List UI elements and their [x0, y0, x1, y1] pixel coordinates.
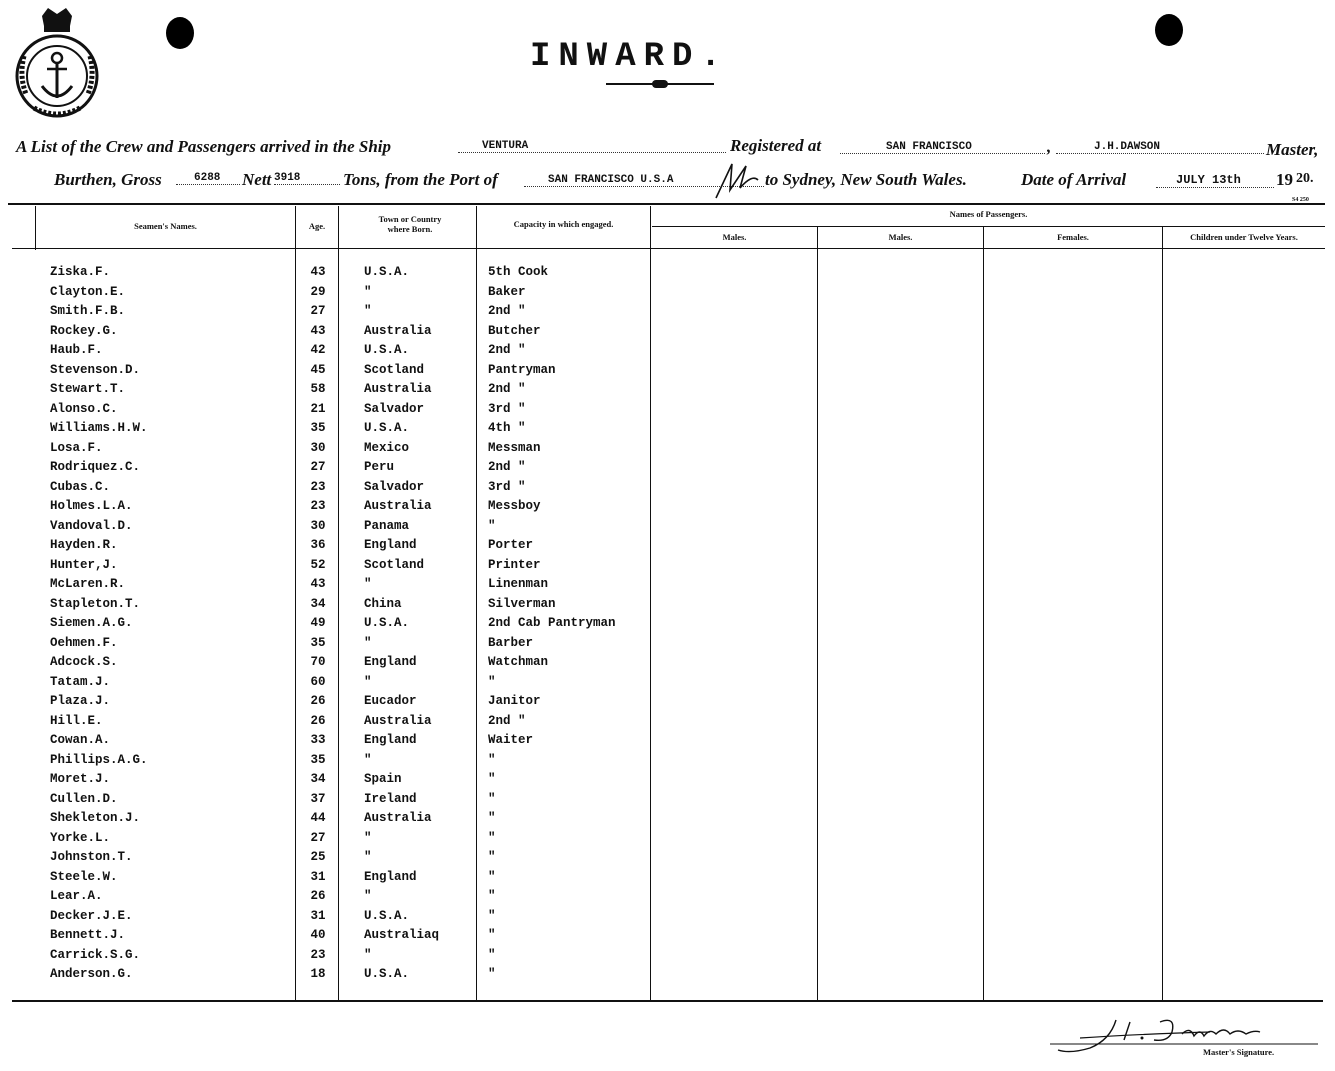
- seaman-age: 45: [310, 362, 326, 377]
- seaman-name: Adcock.S.: [50, 655, 118, 669]
- year-suffix: 20.: [1296, 171, 1314, 186]
- seaman-birthplace: U.S.A.: [364, 616, 410, 630]
- arrival-label: Date of Arrival: [1021, 170, 1127, 189]
- seaman-birthplace: England: [364, 733, 417, 747]
- seaman-age: 25: [310, 850, 326, 864]
- table-row: [0, 480, 1335, 499]
- seaman-name: Yorke.L.: [50, 830, 111, 845]
- seaman-name: Oehmen.F.: [50, 635, 118, 650]
- seaman-age: 30: [310, 440, 326, 455]
- seaman-name: Hill.E.: [50, 713, 103, 728]
- table-row: [0, 675, 1335, 694]
- form-code: S4 250: [1292, 197, 1309, 203]
- table-row: [0, 343, 1335, 362]
- seaman-age: 27: [310, 460, 326, 474]
- seaman-name: Ziska.F.: [50, 265, 111, 279]
- seaman-capacity: Janitor: [488, 694, 541, 708]
- seaman-capacity: Porter: [488, 538, 534, 552]
- seaman-birthplace: ": [364, 752, 372, 767]
- seaman-birthplace: U.S.A.: [364, 908, 410, 923]
- seaman-birthplace: U.S.A.: [364, 421, 410, 435]
- table-row: [0, 831, 1335, 850]
- seaman-name: Rodriquez.C.: [50, 460, 141, 474]
- seaman-age: 34: [310, 772, 326, 786]
- table-row: [0, 811, 1335, 830]
- seaman-age: 70: [310, 655, 326, 669]
- seaman-name: McLaren.R.: [50, 577, 126, 591]
- seaman-capacity: ": [488, 791, 496, 806]
- seaman-capacity: Printer: [488, 557, 541, 572]
- seaman-age: 34: [310, 596, 326, 611]
- seaman-age: 40: [310, 928, 326, 942]
- seaman-birthplace: Panama: [364, 518, 410, 533]
- table-row: [0, 402, 1335, 421]
- seaman-birthplace: U.S.A.: [364, 265, 410, 279]
- table-bottom-rule: [12, 1000, 1323, 1002]
- seaman-age: 23: [310, 479, 326, 494]
- seaman-age: 36: [310, 538, 326, 552]
- gross-field: 6288: [176, 172, 240, 185]
- seaman-age: 52: [310, 557, 326, 572]
- table-row: [0, 928, 1335, 947]
- seaman-name: Alonso.C.: [50, 401, 118, 416]
- seaman-name: Haub.F.: [50, 343, 103, 357]
- seaman-capacity: Pantryman: [488, 362, 556, 377]
- table-row: [0, 577, 1335, 596]
- seaman-name: Siemen.A.G.: [50, 616, 133, 630]
- seaman-name: Smith.F.B.: [50, 304, 126, 318]
- seaman-birthplace: Eucador: [364, 694, 417, 708]
- table-row: [0, 889, 1335, 908]
- seaman-capacity: ": [488, 811, 496, 825]
- table-row: [0, 597, 1335, 616]
- seaman-name: Bennett.J.: [50, 928, 126, 942]
- seaman-capacity: ": [488, 830, 496, 845]
- seaman-capacity: ": [488, 928, 496, 942]
- seaman-birthplace: ": [364, 674, 372, 689]
- seaman-age: 44: [310, 811, 326, 825]
- seaman-capacity: ": [488, 518, 496, 533]
- registered-at-field: SAN FRANCISCO: [840, 141, 1045, 154]
- handwritten-initials-icon: [712, 160, 764, 202]
- seaman-age: 27: [310, 830, 326, 845]
- seaman-birthplace: Salvador: [364, 401, 425, 416]
- table-row: [0, 421, 1335, 440]
- seaman-birthplace: Peru: [364, 460, 395, 474]
- punch-hole-right: [1155, 14, 1183, 46]
- table-row: [0, 382, 1335, 401]
- table-row: [0, 460, 1335, 479]
- seaman-age: 30: [310, 518, 326, 533]
- seaman-birthplace: ": [364, 304, 372, 318]
- table-row: [0, 441, 1335, 460]
- seaman-birthplace: Spain: [364, 772, 402, 786]
- master-signature-icon: [1050, 1010, 1320, 1060]
- shipping-master-stamp-icon: [14, 6, 100, 118]
- seaman-capacity: ": [488, 908, 496, 923]
- seaman-capacity: 3rd ": [488, 401, 526, 416]
- seaman-age: 21: [310, 401, 326, 416]
- seaman-capacity: ": [488, 850, 496, 864]
- seaman-name: Johnston.T.: [50, 850, 133, 864]
- list-heading: A List of the Crew and Passengers arrived in the Ship: [16, 137, 391, 156]
- seaman-age: 42: [310, 343, 326, 357]
- seaman-name: Decker.J.E.: [50, 908, 133, 923]
- table-row: [0, 363, 1335, 382]
- seaman-birthplace: U.S.A.: [364, 343, 410, 357]
- table-row: [0, 714, 1335, 733]
- seaman-age: 33: [310, 733, 326, 747]
- table-row: [0, 909, 1335, 928]
- seaman-age: 31: [310, 869, 326, 884]
- seaman-capacity: 2nd ": [488, 382, 526, 396]
- seaman-birthplace: ": [364, 850, 372, 864]
- seaman-birthplace: Salvador: [364, 479, 425, 494]
- table-row: [0, 870, 1335, 889]
- seaman-name: Cubas.C.: [50, 479, 111, 494]
- seaman-capacity: 2nd Cab Pantryman: [488, 616, 616, 630]
- seaman-name: Hayden.R.: [50, 538, 118, 552]
- col-header-males-2: Males.: [888, 232, 913, 242]
- seaman-name: Williams.H.W.: [50, 421, 148, 435]
- seaman-capacity: Messboy: [488, 499, 541, 513]
- seaman-age: 43: [310, 323, 326, 338]
- col-header-females: Females.: [1057, 232, 1089, 242]
- seaman-capacity: ": [488, 752, 496, 767]
- table-row: [0, 792, 1335, 811]
- seaman-age: 26: [310, 713, 326, 728]
- col-header-seamen: Seamen's Names.: [134, 221, 197, 231]
- seaman-capacity: ": [488, 869, 496, 884]
- table-row: [0, 772, 1335, 791]
- seaman-birthplace: Scotland: [364, 557, 425, 572]
- seaman-name: Cowan.A.: [50, 733, 111, 747]
- seaman-age: 35: [310, 752, 326, 767]
- destination-label: to Sydney, New South Wales.: [765, 170, 967, 189]
- table-row: [0, 519, 1335, 538]
- seaman-name: Steele.W.: [50, 869, 118, 884]
- burthen-label: Burthen, Gross: [54, 170, 162, 189]
- table-row: [0, 499, 1335, 518]
- seaman-name: Tatam.J.: [50, 674, 111, 689]
- seaman-capacity: ": [488, 889, 496, 903]
- seaman-birthplace: Australia: [364, 811, 432, 825]
- table-row: [0, 655, 1335, 674]
- seaman-capacity: Barber: [488, 635, 534, 650]
- registered-label: Registered at: [730, 136, 822, 155]
- seaman-name: Hunter,J.: [50, 557, 118, 572]
- seaman-capacity: Watchman: [488, 655, 549, 669]
- table-header-rule: [12, 248, 1325, 249]
- table-row: [0, 285, 1335, 304]
- seaman-birthplace: Australia: [364, 382, 432, 396]
- seaman-capacity: Messman: [488, 440, 541, 455]
- tons-label: Tons, from the Port of: [343, 170, 498, 189]
- seaman-capacity: 5th Cook: [488, 265, 549, 279]
- seaman-capacity: 2nd ": [488, 304, 526, 318]
- arrival-date-field: JULY 13th: [1156, 173, 1274, 188]
- seaman-name: Moret.J.: [50, 772, 111, 786]
- table-row: [0, 616, 1335, 635]
- seaman-birthplace: Mexico: [364, 440, 410, 455]
- seaman-name: Stewart.T.: [50, 382, 126, 396]
- seaman-age: 58: [310, 382, 326, 396]
- seaman-birthplace: England: [364, 869, 417, 884]
- seaman-birthplace: ": [364, 889, 372, 903]
- table-row: [0, 967, 1335, 986]
- seaman-birthplace: England: [364, 538, 417, 552]
- seaman-age: 26: [310, 694, 326, 708]
- seaman-age: 31: [310, 908, 326, 923]
- seaman-name: Losa.F.: [50, 440, 103, 455]
- seaman-age: 60: [310, 674, 326, 689]
- seaman-capacity: Baker: [488, 284, 526, 299]
- seaman-age: 35: [310, 421, 326, 435]
- table-row: [0, 324, 1335, 343]
- seaman-name: Lear.A.: [50, 889, 103, 903]
- seaman-name: Shekleton.J.: [50, 811, 141, 825]
- seaman-capacity: ": [488, 674, 496, 689]
- table-row: [0, 850, 1335, 869]
- seaman-birthplace: China: [364, 596, 402, 611]
- seaman-age: 35: [310, 635, 326, 650]
- seaman-age: 37: [310, 791, 326, 806]
- col-header-males-1: Males.: [722, 232, 747, 242]
- seaman-birthplace: Australia: [364, 713, 432, 728]
- seaman-age: 23: [310, 499, 326, 513]
- seaman-age: 23: [310, 947, 326, 962]
- seaman-birthplace: U.S.A.: [364, 967, 410, 981]
- port-field: SAN FRANCISCO U.S.A: [524, 174, 764, 187]
- comma: ,: [1047, 137, 1052, 156]
- col-header-town: Town or Country where Born.: [378, 214, 442, 234]
- title-ornament-center: [652, 80, 668, 88]
- signature-caption: Master's Signature.: [1203, 1047, 1275, 1057]
- seaman-age: 43: [310, 265, 326, 279]
- punch-hole-left: [166, 17, 194, 49]
- seaman-name: Rockey.G.: [50, 323, 118, 338]
- seaman-age: 29: [310, 284, 326, 299]
- seaman-age: 26: [310, 889, 326, 903]
- seaman-birthplace: ": [364, 947, 372, 962]
- seaman-name: Anderson.G.: [50, 967, 133, 981]
- seaman-capacity: 2nd ": [488, 343, 526, 357]
- seaman-birthplace: Australia: [364, 499, 432, 513]
- seaman-capacity: ": [488, 947, 496, 962]
- seaman-birthplace: ": [364, 577, 372, 591]
- seaman-name: Cullen.D.: [50, 791, 118, 806]
- table-row: [0, 694, 1335, 713]
- nett-label: Nett: [242, 170, 272, 189]
- table-row: [0, 948, 1335, 967]
- seaman-capacity: Silverman: [488, 596, 556, 611]
- table-top-rule: [8, 203, 1325, 205]
- seaman-age: 49: [310, 616, 326, 630]
- seaman-name: Holmes.L.A.: [50, 499, 133, 513]
- table-row: [0, 265, 1335, 284]
- seaman-age: 27: [310, 304, 326, 318]
- seaman-birthplace: ": [364, 830, 372, 845]
- seaman-capacity: 4th ": [488, 421, 526, 435]
- table-row: [0, 753, 1335, 772]
- table-row: [0, 733, 1335, 752]
- seaman-capacity: ": [488, 967, 496, 981]
- seaman-birthplace: ": [364, 284, 372, 299]
- table-row: [0, 304, 1335, 323]
- seaman-name: Clayton.E.: [50, 284, 126, 299]
- table-row: [0, 538, 1335, 557]
- seaman-capacity: 2nd ": [488, 460, 526, 474]
- table-row: [0, 636, 1335, 655]
- ship-name-field: VENTURA: [458, 140, 726, 153]
- seaman-capacity: Butcher: [488, 323, 541, 338]
- seaman-capacity: ": [488, 772, 496, 786]
- seaman-birthplace: Australiaq: [364, 928, 440, 942]
- seaman-capacity: 3rd ": [488, 479, 526, 494]
- seaman-name: Carrick.S.G.: [50, 947, 141, 962]
- col-header-capacity: Capacity in which engaged.: [513, 219, 614, 229]
- seaman-name: Plaza.J.: [50, 694, 111, 708]
- passengers-sub-rule: [652, 226, 1325, 227]
- seaman-capacity: Waiter: [488, 733, 534, 747]
- seaman-birthplace: ": [364, 635, 372, 650]
- master-label: Master,: [1266, 140, 1319, 159]
- seaman-name: Stapleton.T.: [50, 596, 141, 611]
- table-row: [0, 558, 1335, 577]
- col-header-age: Age.: [308, 221, 326, 231]
- seaman-birthplace: England: [364, 655, 417, 669]
- seaman-name: Phillips.A.G.: [50, 752, 148, 767]
- seaman-name: Vandoval.D.: [50, 518, 133, 533]
- seaman-capacity: 2nd ": [488, 713, 526, 728]
- seaman-birthplace: Australia: [364, 323, 432, 338]
- page-title: INWARD.: [530, 38, 729, 76]
- nett-field: 3918: [274, 172, 340, 185]
- seaman-age: 18: [310, 967, 326, 981]
- col-header-passengers: Names of Passengers.: [949, 209, 1028, 219]
- seaman-name: Stevenson.D.: [50, 362, 141, 377]
- seaman-birthplace: Ireland: [364, 791, 417, 806]
- master-name-field: J.H.DAWSON: [1056, 141, 1264, 154]
- year-prefix: 19: [1276, 170, 1293, 189]
- seaman-age: 43: [310, 577, 326, 591]
- seaman-birthplace: Scotland: [364, 362, 425, 377]
- seaman-capacity: Linenman: [488, 577, 549, 591]
- col-header-children: Children under Twelve Years.: [1190, 232, 1298, 242]
